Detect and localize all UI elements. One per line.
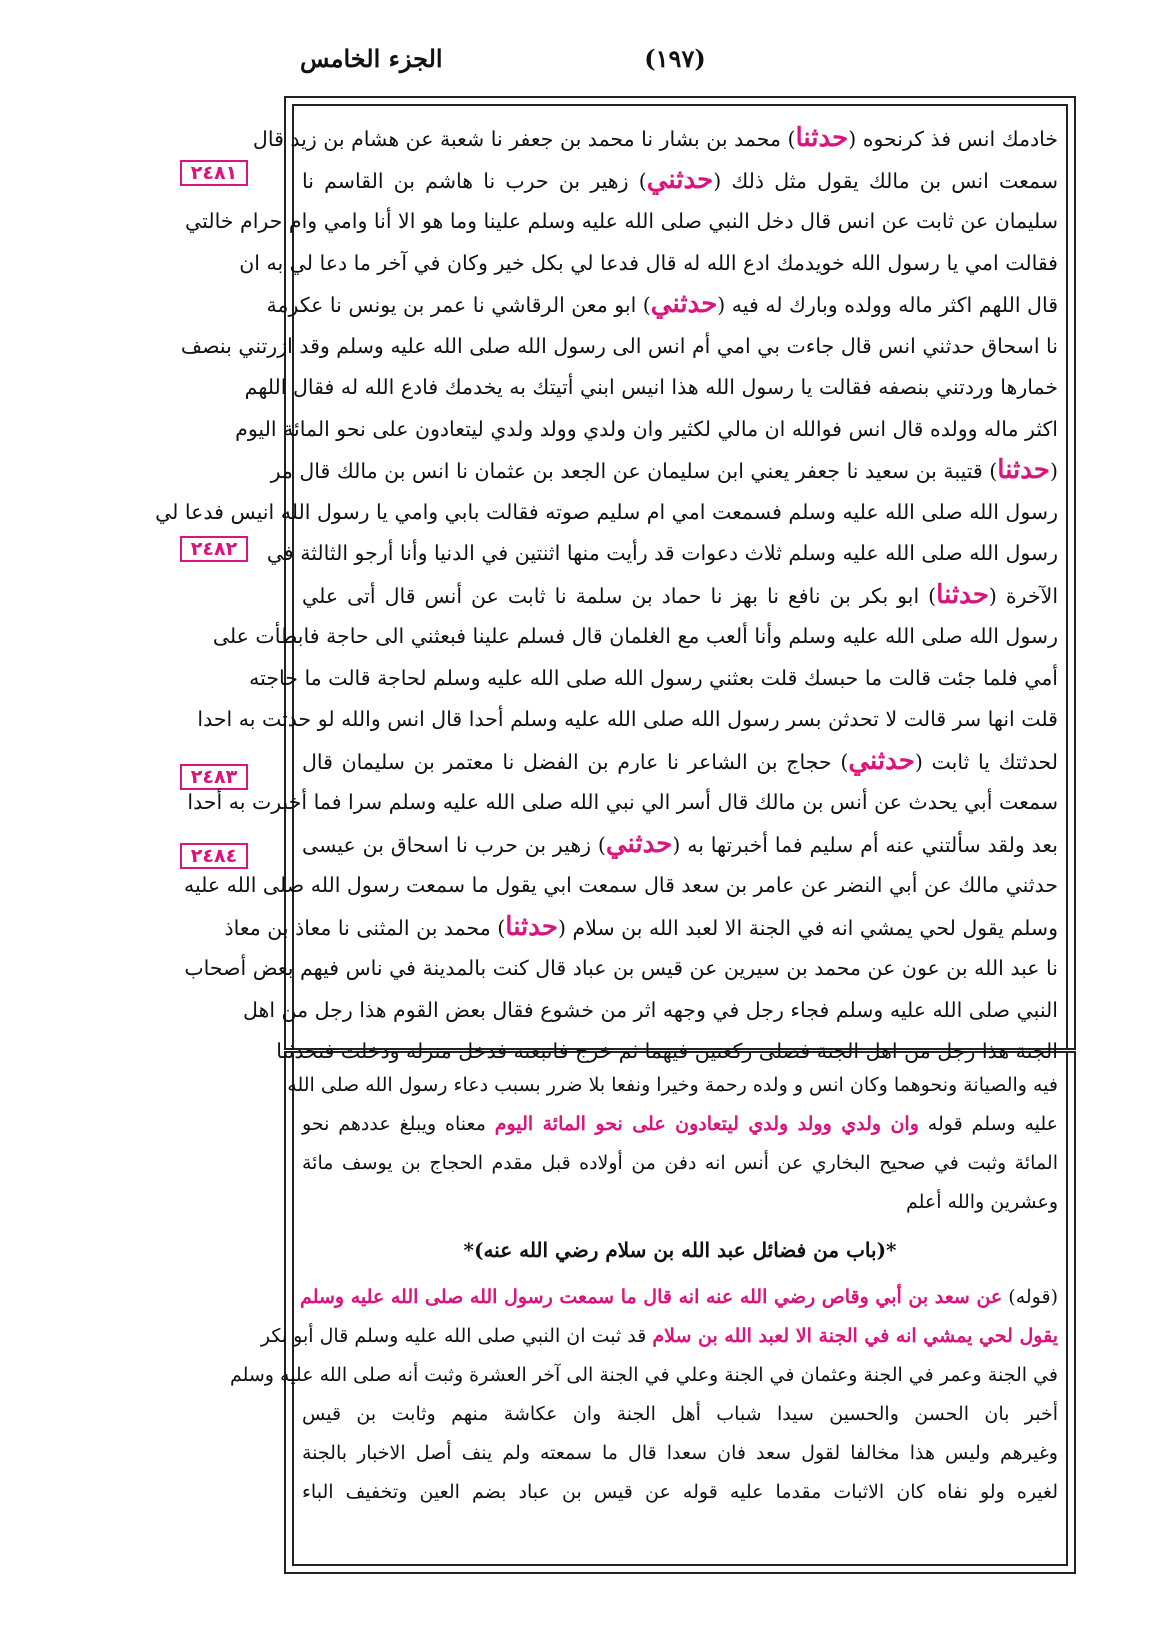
text-run: الآخرة — [1005, 583, 1059, 608]
text-line: رسول الله صلى الله عليه وسلم وأنا ألعب مع الغلمان قال فسلم علينا فبعثني الى حاجة فابطأت على — [212, 624, 1058, 648]
hadith-keyword: حدثنا — [795, 123, 849, 153]
text-line: قلت انها سر قالت لا تحدثن بسر رسول الله صلى الله عليه وسلم أحدا قال انس والله لو حدثت به احدا — [197, 707, 1058, 731]
text-run: محمد بن بشار نا محمد بن جعفر نا شعبة عن هشام بن زيد قال — [252, 127, 781, 151]
text-run: ابو بكر بن نافع نا بهز نا حماد بن سلمة نا ثابت عن أنس قال أتى علي — [302, 583, 920, 608]
text-line: حدثني مالك عن أبي النضر عن عامر بن سعد قال سمعت ابي يقول ما سمعت رسول الله صلى الله عليه — [183, 873, 1058, 897]
text-line: نا عبد الله بن عون عن محمد بن سيرين عن قيس بن عباد قال كنت بالمدينة في ناس فيهم بعض أصحاب — [184, 956, 1058, 980]
text-run: بعد ولقد سألتني عنه أم سليم فما أخبرتها به — [687, 832, 1059, 857]
text-line: نا اسحاق حدثني انس قال جاءت بي امي أم انس الى رسول الله صلى الله عليه وسلم وقد ازرتني بنصف — [180, 333, 1058, 358]
hadith-number-marker: ٢٤٨٢ — [180, 536, 248, 562]
text-line: سليمان عن ثابت عن انس قال دخل النبي صلى الله عليه وسلم علينا وما هو الا أنا وامي وام حرام خالتي — [185, 209, 1058, 233]
text-line: خمارها وردتني بنصفه فقالت يا رسول الله هذا انيس ابني أتيتك به يخدمك فادع الله له فقال اللهم — [244, 375, 1058, 399]
text-run: قد ثبت ان النبي صلى الله عليه وسلم قال أبو بكر — [260, 1325, 647, 1347]
text-line: الجنة هذا رجل من اهل الجنة فصلى ركعتين فيهما ثم خرج فاتبعته فدخل منزله ودخلت فتحدثنا — [276, 1039, 1058, 1063]
text-line — [302, 1105, 1058, 1144]
commentary-block — [229, 1066, 1059, 1566]
text-run: وسلم يقول لحي يمشي انه في الجنة الا لعبد الله بن سلام — [572, 915, 1058, 940]
highlighted-quote: عن سعد بن أبي وقاص رضي الله عنه انه قال ما سمعت رسول الله صلى الله عليه وسلم — [300, 1286, 1003, 1308]
hadith-keyword: حدثني — [605, 828, 673, 859]
text-run: زهير بن حرب نا اسحاق بن عيسى — [302, 832, 592, 857]
text-line: رسول الله صلى الله عليه وسلم ثلاث دعوات قد رأيت منها اثنتين في الدنيا وأنا أرجو الثالثة في — [266, 541, 1058, 565]
text-line: بعد ولقد سألتني عنه أم سليم فما أخبرتها به (حدثني) زهير بن حرب نا اسحاق بن عيسى — [302, 828, 1059, 859]
hadith-keyword: حدثني — [650, 289, 718, 319]
text-run: (قوله) — [1008, 1286, 1058, 1308]
text-run: لحدثتك يا ثابت — [931, 749, 1059, 774]
text-line: سمعت انس بن مالك يقول مثل ذلك (حدثني) زهير بن حرب نا هاشم بن القاسم نا — [302, 164, 1059, 195]
text-line: وغيرهم وليس هذا مخالفا لقول سعد فان سعدا قال ما سمعته ولم ينف أصل الاخبار بالجنة — [302, 1442, 1058, 1464]
text-run: قتيبة بن سعيد نا جعفر يعني ابن سليمان عن الجعد بن عثمان نا انس بن مالك قال مر — [270, 459, 983, 483]
hadith-number-marker: ٢٤٨١ — [180, 160, 248, 186]
text-line: النبي صلى الله عليه وسلم فجاء رجل في وجهه اثر من خشوع فقال بعض القوم هذا رجل من اهل — [243, 997, 1058, 1022]
text-run: معناه ويبلغ عددهم نحو — [302, 1113, 486, 1135]
text-line: لحدثتك يا ثابت (حدثني) حجاج بن الشاعر نا عارم بن الفضل نا معتمر بن سليمان قال — [302, 745, 1059, 776]
hadith-keyword: حدثنا — [936, 579, 989, 610]
hadith-keyword: حدثني — [848, 745, 915, 776]
text-line: فيه والصيانة ونحوهما وكان انس و ولده رحمة وخيرا ونفعا بلا ضرر بسبب دعاء رسول الله صلى الله — [287, 1074, 1058, 1096]
text-line: أخبر بان الحسن والحسين سيدا شباب أهل الجنة وان عكاشة منهم وثابت بن قيس — [302, 1403, 1058, 1425]
hadith-keyword: حدثني — [646, 164, 714, 195]
text-line: فقالت امي يا رسول الله خويدمك ادع الله له قال فدعا لي بكل خير وكان في آخر ما دعا لي به ان — [239, 250, 1058, 275]
text-line: وعشرين والله أعلم — [905, 1191, 1058, 1213]
text-line: خادمك انس فذ كرنحوه (حدثنا) محمد بن بشار نا محمد بن جعفر نا شعبة عن هشام بن زيد قال — [252, 123, 1058, 153]
text-line: أمي فلما جئت قالت ما حبسك قلت بعثني رسول الله صلى الله عليه وسلم لحاجة قالت ما حاجته — [249, 665, 1058, 690]
text-line: المائة وثبت في صحيح البخاري عن أنس انه دفن من أولاده قبل مقدم الحجاج بن يوسف مائة — [302, 1152, 1058, 1174]
text-line — [302, 1278, 1058, 1317]
highlighted-quote: وان ولدي وولد ولدي ليتعادون على نحو المائة اليوم — [494, 1113, 919, 1135]
page-header — [0, 44, 1158, 94]
volume-label: الجزء الخامس — [300, 44, 443, 73]
text-line: قال اللهم اكثر ماله وولده وبارك له فيه (حدثني) ابو معن الرقاشي نا عمر بن يونس نا عكرمة — [266, 289, 1058, 319]
hadith-number-marker: ٢٤٨٣ — [180, 764, 248, 790]
text-run: حجاج بن الشاعر نا عارم بن الفضل نا معتمر بن سليمان قال — [302, 749, 832, 774]
text-run: ابو معن الرقاشي نا عمر بن يونس نا عكرمة — [266, 293, 637, 317]
text-run: عليه وسلم قوله — [927, 1113, 1059, 1135]
text-line: لغيره ولو نفاه كان الاثبات مقدما عليه قوله عن قيس بن عباد بضم العين وتخفيف الباء — [302, 1481, 1058, 1503]
text-line: اكثر ماله وولده قال انس فوالله ان مالي لكثير وان ولدي وولد ولدي ليتعادون على نحو المائة اليوم — [235, 416, 1058, 441]
text-line — [260, 1317, 1058, 1356]
text-line: وسلم يقول لحي يمشي انه في الجنة الا لعبد الله بن سلام (حدثنا) محمد بن المثنى نا معاذ بن معاذ — [224, 911, 1058, 942]
text-run: زهير بن حرب نا هاشم بن القاسم نا — [302, 168, 629, 193]
text-line: الآخرة (حدثنا) ابو بكر بن نافع نا بهز نا حماد بن سلمة نا ثابت عن أنس قال أتى علي — [302, 579, 1059, 610]
highlighted-quote: يقول لحي يمشي انه في الجنة الا لعبد الله بن سلام — [652, 1325, 1058, 1347]
text-line: رسول الله صلى الله عليه وسلم فسمعت امي ام سليم صوته فقالت بابي وامي يا رسول الله انيس فدعا لي — [155, 499, 1058, 524]
hadith-number-marker: ٢٤٨٤ — [180, 843, 248, 869]
text-run: محمد بن المثنى نا معاذ بن معاذ — [224, 915, 491, 940]
text-line: سمعت أبي يحدث عن أنس بن مالك قال أسر الي نبي الله صلى الله عليه وسلم سرا فما أخبرت به أحدا — [187, 790, 1058, 814]
text-run: خادمك انس فذ كرنحوه — [862, 127, 1058, 151]
chapter-title: *(باب من فضائل عبد الله بن سلام رضي الله عنه)* — [463, 1238, 897, 1262]
text-line: في الجنة وعمر في الجنة وعثمان في الجنة وعلي في الجنة الى آخر العشرة وثبت أنه صلى الله عليه وسلم — [229, 1364, 1058, 1386]
text-run: قال اللهم اكثر ماله وولده وبارك له فيه — [731, 293, 1058, 317]
hadith-keyword: حدثنا — [505, 911, 558, 942]
text-line: (حدثنا) قتيبة بن سعيد نا جعفر يعني ابن سليمان عن الجعد بن عثمان نا انس بن مالك قال مر — [270, 455, 1058, 485]
page-number: (١٩٧) — [644, 44, 706, 73]
hadith-keyword: حدثنا — [997, 455, 1050, 485]
text-run: سمعت انس بن مالك يقول مثل ذلك — [731, 168, 1059, 193]
